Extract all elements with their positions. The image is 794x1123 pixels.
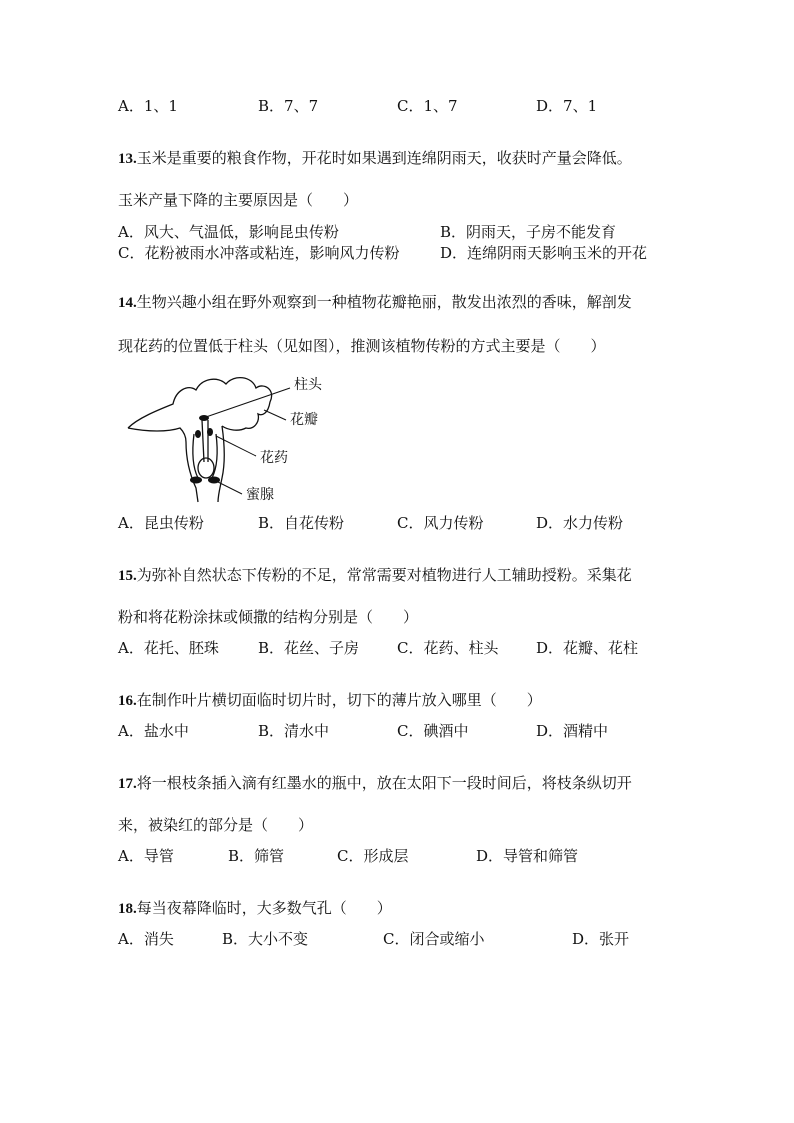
q18-stem-line1: 18.每当夜幕降临时，大多数气孔（ ）: [118, 899, 392, 917]
q16-number: 16.: [118, 693, 137, 709]
flower-diagram: [118, 370, 348, 510]
q18-option-b: B．大小不变: [222, 930, 309, 948]
q14-option-a: A．昆虫传粉: [118, 514, 204, 532]
q15-stem-line1: 15.为弥补自然状态下传粉的不足，常常需要对植物进行人工辅助授粉。采集花: [118, 566, 632, 584]
q14-stem-line1: 14.生物兴趣小组在野外观察到一种植物花瓣艳丽，散发出浓烈的香味，解剖发: [118, 293, 632, 311]
q15-option-d: D．花瓣、花柱: [536, 639, 639, 657]
q17-stem-line2: 来，被染红的部分是（ ）: [118, 816, 314, 834]
q15-stem-line2: 粉和将花粉涂抹或倾撒的结构分别是（ ）: [118, 608, 419, 626]
q15-option-b: B．花丝、子房: [258, 639, 360, 657]
q17-option-a: A．导管: [118, 847, 174, 865]
q16-option-b: B．清水中: [258, 722, 330, 740]
q12-option-b: B．7、7: [258, 97, 319, 115]
q17-option-b: B．筛管: [228, 847, 285, 865]
label-petal: 花瓣: [290, 412, 318, 428]
q13-option-b: B．阴雨天，子房不能发育: [440, 223, 617, 241]
q14-stem-line2: 现花药的位置低于柱头（见如图），推测该植物传粉的方式主要是（ ）: [118, 337, 606, 355]
q16-stem-line1: 16.在制作叶片横切面临时切片时，切下的薄片放入哪里（ ）: [118, 691, 542, 709]
q15-option-a: A．花托、胚珠: [118, 639, 219, 657]
q15-number: 15.: [118, 568, 137, 584]
label-anther: 花药: [260, 450, 288, 466]
q13-stem-line2: 玉米产量下降的主要原因是（ ）: [118, 191, 359, 209]
q12-option-a: A．1、1: [118, 97, 178, 115]
q13-option-c: C．花粉被雨水冲落或粘连，影响风力传粉: [118, 244, 400, 262]
q17-number: 17.: [118, 776, 137, 792]
label-stigma: 柱头: [294, 377, 322, 393]
q13-option-d: D．连绵阴雨天影响玉米的开花: [440, 244, 648, 262]
q14-option-c: C．风力传粉: [397, 514, 484, 532]
q14-option-d: D．水力传粉: [536, 514, 624, 532]
q16-option-a: A．盐水中: [118, 722, 189, 740]
q14-option-b: B．自花传粉: [258, 514, 345, 532]
q13-option-a: A．风大、气温低，影响昆虫传粉: [118, 223, 339, 241]
q14-number: 14.: [118, 295, 137, 311]
q18-option-a: A．消失: [118, 930, 174, 948]
q16-option-c: C．碘酒中: [397, 722, 469, 740]
q17-option-c: C．形成层: [337, 847, 409, 865]
q13-stem-line1: 13.玉米是重要的粮食作物，开花时如果遇到连绵阴雨天，收获时产量会降低。: [118, 149, 632, 167]
label-nectary: 蜜腺: [246, 487, 274, 503]
q13-number: 13.: [118, 151, 137, 167]
q12-option-d: D．7、1: [536, 97, 598, 115]
q17-option-d: D．导管和筛管: [476, 847, 579, 865]
q18-option-c: C．闭合或缩小: [383, 930, 485, 948]
q16-option-d: D．酒精中: [536, 722, 609, 740]
q18-number: 18.: [118, 901, 137, 917]
q12-option-c: C．1、7: [397, 97, 458, 115]
q17-stem-line1: 17.将一根枝条插入滴有红墨水的瓶中，放在太阳下一段时间后，将枝条纵切开: [118, 774, 632, 792]
q15-option-c: C．花药、柱头: [397, 639, 499, 657]
q18-option-d: D．张开: [572, 930, 630, 948]
